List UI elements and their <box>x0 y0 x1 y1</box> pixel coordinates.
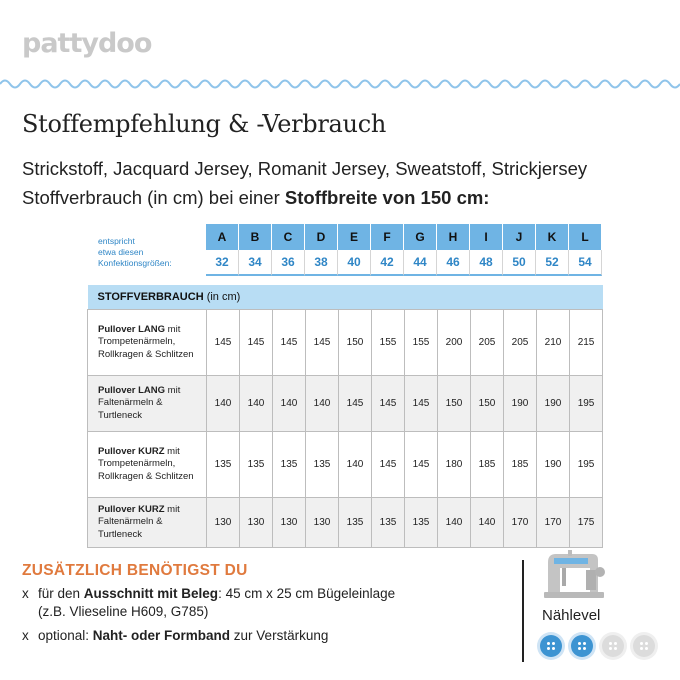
consumption-cell: 140 <box>240 376 273 432</box>
fabric-consumption-table <box>87 285 603 548</box>
consumption-cell: 150 <box>471 376 504 432</box>
button-icon <box>571 635 593 657</box>
row-label: Pullover KURZ mit Trompetenärmeln, Rollkragen & Schlitzen <box>88 432 207 498</box>
consumption-cell: 170 <box>504 498 537 548</box>
consumption-cell: 135 <box>372 498 405 548</box>
size-letter-h: H <box>437 224 470 250</box>
size-number-40: 40 <box>338 250 371 276</box>
sewing-level-rating <box>540 635 655 657</box>
size-letter-c: C <box>272 224 305 250</box>
pattydoo-logo: pattydoo <box>22 28 152 59</box>
consumption-cell: 170 <box>537 498 570 548</box>
table-row <box>88 498 603 548</box>
sewing-machine-icon <box>540 548 606 600</box>
consumption-cell: 215 <box>570 310 603 376</box>
size-letter-b: B <box>239 224 272 250</box>
consumption-cell: 140 <box>273 376 306 432</box>
consumption-cell: 205 <box>471 310 504 376</box>
consumption-cell: 135 <box>306 432 339 498</box>
consumption-cell: 135 <box>207 432 240 498</box>
consumption-cell: 145 <box>273 310 306 376</box>
size-number-36: 36 <box>272 250 305 276</box>
consumption-cell: 155 <box>405 310 438 376</box>
consumption-cell: 175 <box>570 498 603 548</box>
size-number-46: 46 <box>437 250 470 276</box>
size-header-grid <box>206 224 602 276</box>
consumption-cell: 140 <box>438 498 471 548</box>
button-icon <box>602 635 624 657</box>
consumption-cell: 150 <box>339 310 372 376</box>
consumption-cell: 130 <box>306 498 339 548</box>
page-title: Stoffempfehlung & -Verbrauch <box>22 110 387 138</box>
size-number-48: 48 <box>470 250 503 276</box>
size-letter-l: L <box>569 224 602 250</box>
consumption-cell: 140 <box>306 376 339 432</box>
consumption-cell: 130 <box>240 498 273 548</box>
table-row <box>88 376 603 432</box>
consumption-cell: 145 <box>405 432 438 498</box>
consumption-cell: 145 <box>240 310 273 376</box>
consumption-cell: 140 <box>207 376 240 432</box>
size-letter-f: F <box>371 224 404 250</box>
consumption-cell: 195 <box>570 432 603 498</box>
consumption-cell: 145 <box>306 310 339 376</box>
size-number-52: 52 <box>536 250 569 276</box>
consumption-cell: 130 <box>273 498 306 548</box>
size-number-42: 42 <box>371 250 404 276</box>
consumption-table-header: STOFFVERBRAUCH (in cm) <box>88 285 603 310</box>
size-letter-g: G <box>404 224 437 250</box>
wave-divider <box>0 76 680 92</box>
extras-title: ZUSÄTZLICH BENÖTIGST DU <box>22 562 248 579</box>
consumption-cell: 135 <box>273 432 306 498</box>
consumption-cell: 155 <box>372 310 405 376</box>
level-divider <box>522 560 524 662</box>
row-label: Pullover KURZ mit Faltenärmeln & Turtleneck <box>88 498 207 548</box>
consumption-cell: 210 <box>537 310 570 376</box>
consumption-cell: 130 <box>207 498 240 548</box>
consumption-cell: 185 <box>504 432 537 498</box>
consumption-cell: 180 <box>438 432 471 498</box>
sewing-level-label: Nählevel <box>542 607 601 624</box>
consumption-cell: 135 <box>240 432 273 498</box>
consumption-cell: 140 <box>339 432 372 498</box>
size-number-50: 50 <box>503 250 536 276</box>
size-number-38: 38 <box>305 250 338 276</box>
size-number-32: 32 <box>206 250 239 276</box>
fabric-recommendation: Strickstoff, Jacquard Jersey, Romanit Jersey, Sweatstoff, Strickjersey <box>22 158 588 179</box>
button-icon <box>633 635 655 657</box>
consumption-cell: 185 <box>471 432 504 498</box>
size-number-54: 54 <box>569 250 602 276</box>
consumption-cell: 190 <box>537 432 570 498</box>
consumption-cell: 135 <box>339 498 372 548</box>
table-row <box>88 310 603 376</box>
size-equivalence-note: entspricht etwa diesen Konfektionsgrößen: <box>98 236 172 268</box>
extra-item-tape: x optional: Naht- oder Formband zur Verstärkung <box>22 628 329 643</box>
consumption-cell: 145 <box>372 432 405 498</box>
consumption-cell: 190 <box>504 376 537 432</box>
extra-item-facing: x für den Ausschnitt mit Beleg: 45 cm x 25 cm Bügeleinlage (z.B. Vlieseline H609, G785) <box>22 586 396 619</box>
consumption-cell: 135 <box>405 498 438 548</box>
size-number-34: 34 <box>239 250 272 276</box>
size-number-44: 44 <box>404 250 437 276</box>
button-icon <box>540 635 562 657</box>
row-label: Pullover LANG mit Faltenärmeln & Turtleneck <box>88 376 207 432</box>
consumption-cell: 195 <box>570 376 603 432</box>
consumption-cell: 145 <box>372 376 405 432</box>
consumption-cell: 140 <box>471 498 504 548</box>
size-letter-i: I <box>470 224 503 250</box>
consumption-cell: 150 <box>438 376 471 432</box>
consumption-cell: 145 <box>207 310 240 376</box>
consumption-cell: 145 <box>339 376 372 432</box>
consumption-cell: 145 <box>405 376 438 432</box>
size-letter-e: E <box>338 224 371 250</box>
row-label: Pullover LANG mit Trompetenärmeln, Rollkragen & Schlitzen <box>88 310 207 376</box>
table-row <box>88 432 603 498</box>
size-letter-d: D <box>305 224 338 250</box>
consumption-cell: 200 <box>438 310 471 376</box>
size-letter-j: J <box>503 224 536 250</box>
size-letter-a: A <box>206 224 239 250</box>
consumption-cell: 205 <box>504 310 537 376</box>
size-letter-k: K <box>536 224 569 250</box>
consumption-cell: 190 <box>537 376 570 432</box>
consumption-subtitle: Stoffverbrauch (in cm) bei einer Stoffbreite von 150 cm: <box>22 187 490 208</box>
